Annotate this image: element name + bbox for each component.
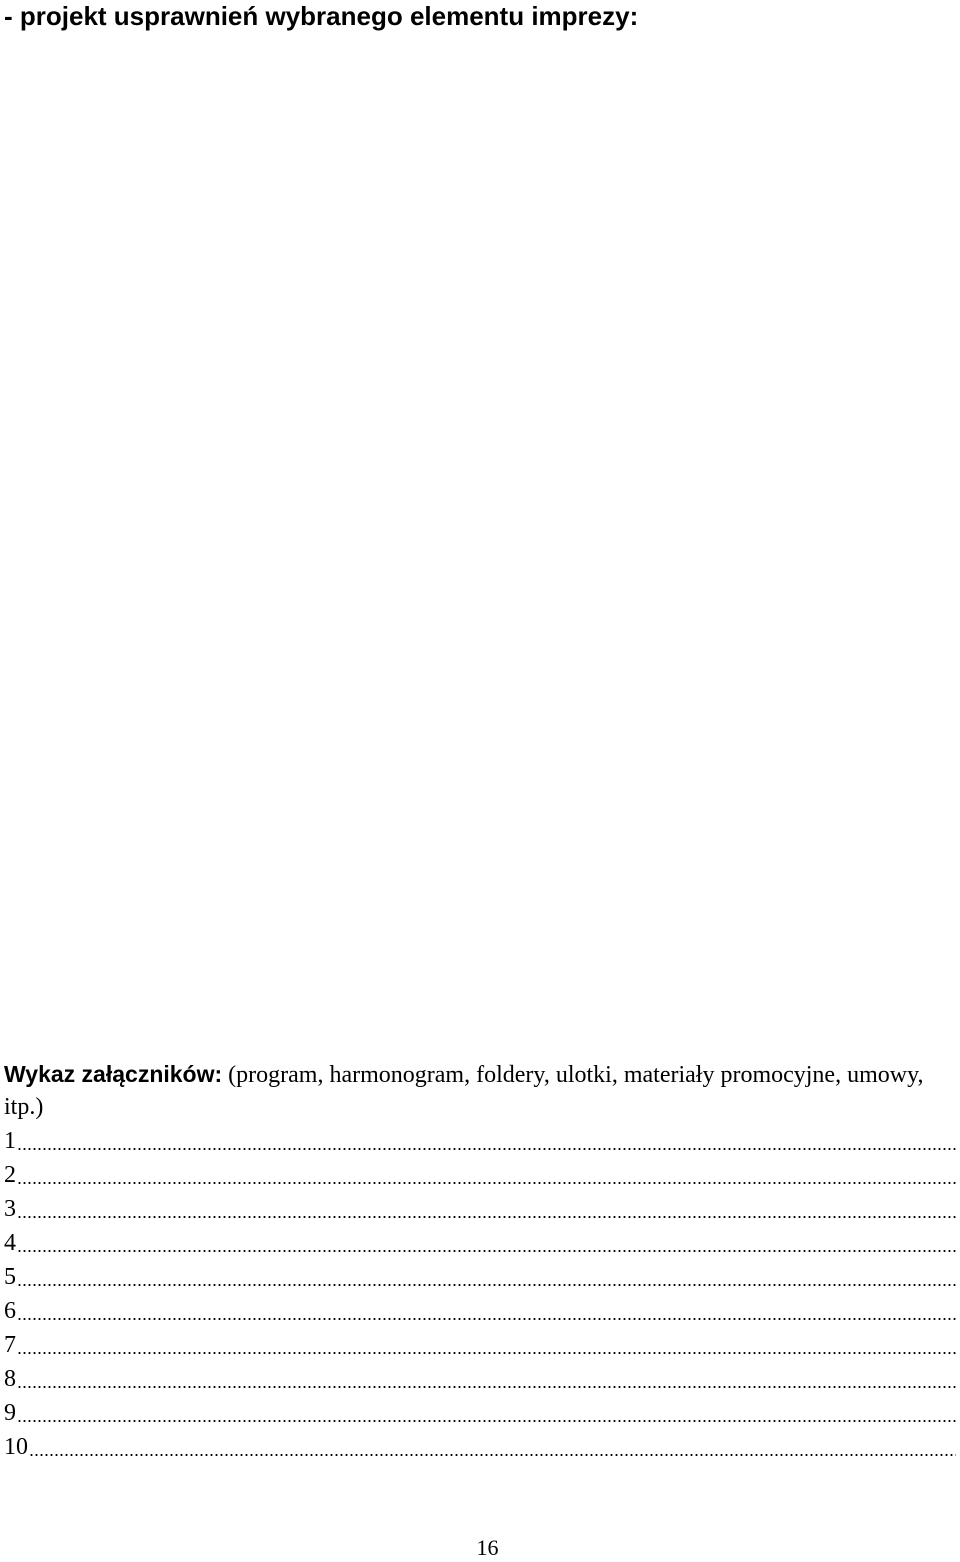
dotted-fill-line bbox=[17, 1386, 956, 1388]
attachment-number: 6 bbox=[4, 1298, 16, 1324]
section-heading: - projekt usprawnień wybranego elementu imprezy: bbox=[4, 1, 639, 31]
attachments-description: (program, harmonogram, foldery, ulotki, materiały promocyjne, umowy, itp.) bbox=[4, 1062, 924, 1120]
attachment-line bbox=[4, 1430, 956, 1464]
attachment-line bbox=[4, 1192, 956, 1226]
attachment-number: 1 bbox=[4, 1128, 16, 1154]
attachment-line bbox=[4, 1294, 956, 1328]
attachment-line bbox=[4, 1362, 956, 1396]
attachment-line bbox=[4, 1328, 956, 1362]
dotted-fill-line bbox=[17, 1352, 956, 1354]
attachments-section bbox=[4, 1058, 956, 1464]
attachment-number: 5 bbox=[4, 1264, 16, 1290]
dotted-fill-line bbox=[17, 1318, 956, 1320]
attachments-title: Wykaz załączników: bbox=[4, 1061, 223, 1087]
attachment-number: 10 bbox=[4, 1434, 28, 1460]
attachments-list bbox=[4, 1124, 956, 1464]
attachment-number: 9 bbox=[4, 1400, 16, 1426]
attachment-number: 7 bbox=[4, 1332, 16, 1358]
attachment-line bbox=[4, 1396, 956, 1430]
attachments-intro bbox=[4, 1058, 956, 1122]
dotted-fill-line bbox=[17, 1250, 956, 1252]
dotted-fill-line bbox=[17, 1420, 956, 1422]
attachment-number: 4 bbox=[4, 1230, 16, 1256]
dotted-fill-line bbox=[29, 1454, 956, 1456]
dotted-fill-line bbox=[17, 1148, 956, 1150]
dotted-fill-line bbox=[17, 1216, 956, 1218]
attachment-line bbox=[4, 1158, 956, 1192]
attachment-number: 3 bbox=[4, 1196, 16, 1222]
attachment-number: 8 bbox=[4, 1366, 16, 1392]
dotted-fill-line bbox=[17, 1284, 956, 1286]
page-number: 16 bbox=[476, 1535, 499, 1560]
attachment-line bbox=[4, 1260, 956, 1294]
attachment-line bbox=[4, 1124, 956, 1158]
dotted-fill-line bbox=[17, 1182, 956, 1184]
attachment-line bbox=[4, 1226, 956, 1260]
attachment-number: 2 bbox=[4, 1162, 16, 1188]
